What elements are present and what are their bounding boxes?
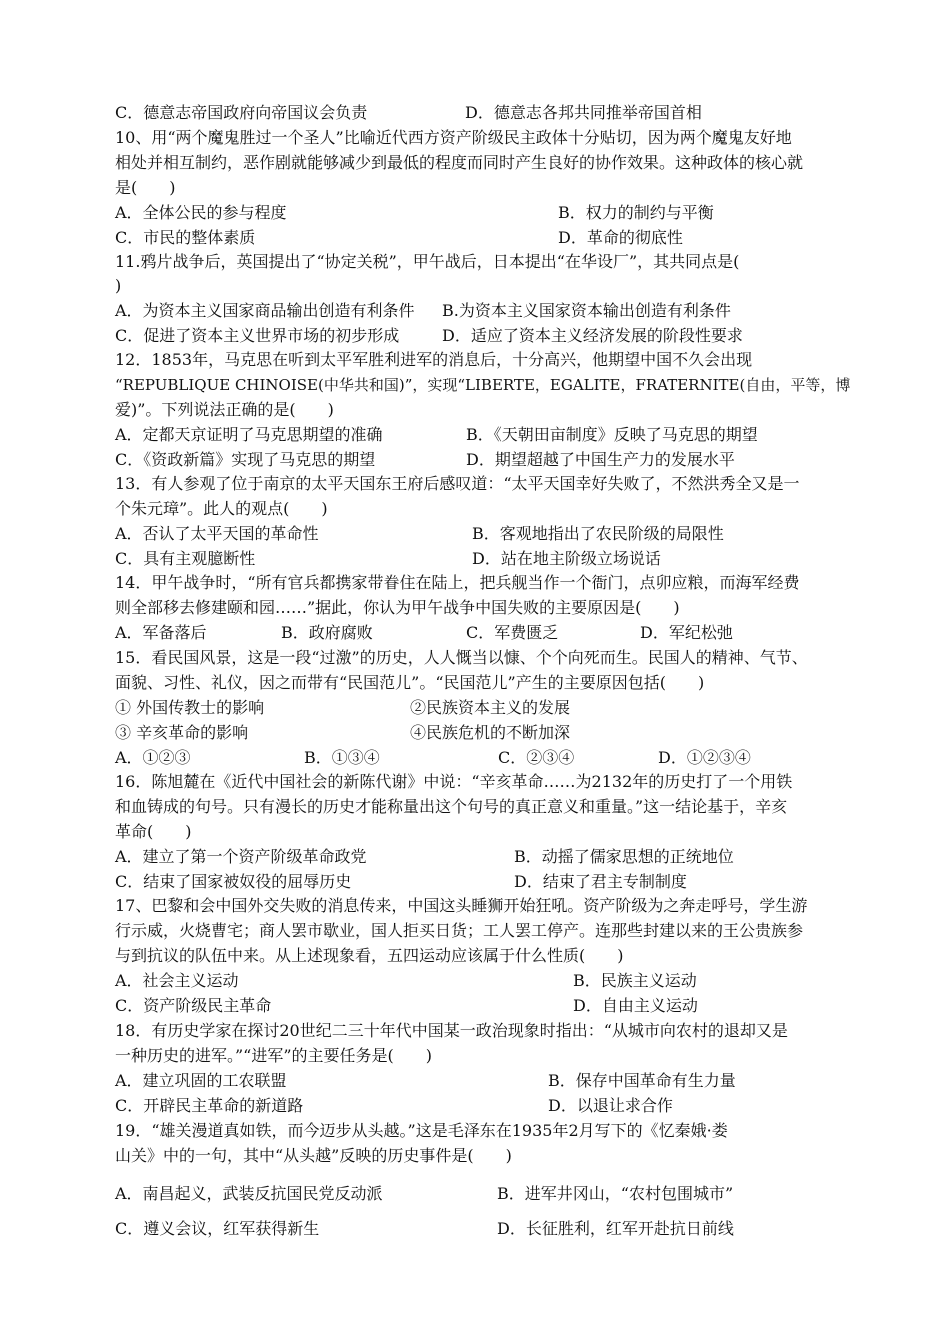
q15-option-a: A．①②③: [115, 748, 191, 767]
q19-stem-line2: 山关》中的一句，其中“从头越”反映的历史事件是( ): [115, 1146, 512, 1165]
q16-stem-line3: 革命( ): [115, 822, 192, 841]
q18-stem-line1: 18．有历史学家在探讨20世纪二三十年代中国某一政治现象时指出：“从城市向农村的退却又是: [115, 1021, 788, 1040]
q11-option-d: D．适应了资本主义经济发展的阶段性要求: [442, 326, 743, 345]
q16-option-b: B．动摇了儒家思想的正统地位: [514, 847, 734, 866]
q15-item-2: ②民族资本主义的发展: [410, 698, 571, 717]
q12-option-d: D．期望超越了中国生产力的发展水平: [466, 450, 735, 469]
q16-stem-line2: 和血铸成的句号。只有漫长的历史才能称量出这个句号的真正意义和重量。”这一结论基于，辛亥: [115, 797, 788, 816]
q11-stem-line2: ): [115, 276, 122, 295]
q18-option-a: A．建立巩固的工农联盟: [115, 1071, 287, 1090]
q16-option-a: A．建立了第一个资产阶级革命政党: [115, 847, 367, 866]
q9-option-c: C．德意志帝国政府向帝国议会负责: [115, 103, 368, 122]
q12-option-b: B．《天朝田亩制度》反映了马克思的期望: [466, 425, 758, 444]
q16-stem-line1: 16．陈旭麓在《近代中国社会的新陈代谢》中说：“辛亥革命……为2132年的历史打了一个用铁: [115, 772, 793, 791]
q10-option-a: A．全体公民的参与程度: [115, 203, 287, 222]
q17-option-a: A．社会主义运动: [115, 971, 239, 990]
q15-item-3: ③ 辛亥革命的影响: [115, 723, 249, 742]
q14-option-d: D．军纪松弛: [640, 623, 733, 642]
q17-option-b: B．民族主义运动: [573, 971, 697, 990]
q12-stem-line1: 12．1853年，马克思在听到太平军胜利进军的消息后，十分高兴，他期望中国不久会出现: [115, 350, 753, 369]
q18-option-d: D．以退让求合作: [548, 1096, 673, 1115]
q16-option-d: D．结束了君主专制制度: [514, 872, 687, 891]
q18-stem-line2: 一种历史的进军。”“进军”的主要任务是( ): [115, 1046, 433, 1065]
q13-stem-line1: 13．有人参观了位于南京的太平天国东王府后感叹道：“太平天国幸好失败了，不然洪秀全又是一: [115, 474, 800, 493]
q10-option-d: D．革命的彻底性: [558, 228, 683, 247]
q13-option-b: B．客观地指出了农民阶级的局限性: [472, 524, 724, 543]
q18-option-c: C．开辟民主革命的新道路: [115, 1096, 304, 1115]
q19-option-a: A．南昌起义，武装反抗国民党反动派: [115, 1184, 383, 1203]
q15-stem-line1: 15．看民国风景，这是一段“过激”的历史，人人慨当以慷、个个向死而生。民国人的精神、气节、: [115, 648, 808, 667]
q14-stem-line2: 则全部移去修建颐和园……”据此，你认为甲午战争中国失败的主要原因是( ): [115, 598, 680, 617]
q18-option-b: B．保存中国革命有生力量: [548, 1071, 736, 1090]
q15-option-d: D．①②③④: [658, 748, 751, 767]
q15-stem-line2: 面貌、习性、礼仪，因之而带有“民国范儿”。“民国范儿”产生的主要原因包括( ): [115, 673, 705, 692]
q11-option-b: B.为资本主义国家资本输出创造有利条件: [442, 301, 731, 320]
q10-stem-line2: 相处并相互制约，恶作剧就能够减少到最低的程度而同时产生良好的协作效果。这种政体的核心就: [115, 153, 804, 172]
q12-stem-line3: 爱)”。下列说法正确的是( ): [115, 400, 334, 419]
q12-option-a: A．定都天京证明了马克思期望的准确: [115, 425, 383, 444]
q19-stem-line1: 19．“雄关漫道真如铁，而今迈步从头越。”这是毛泽东在1935年2月写下的《忆秦娥·娄: [115, 1121, 728, 1140]
q19-option-c: C．遵义会议，红军获得新生: [115, 1219, 320, 1238]
q10-option-c: C．市民的整体素质: [115, 228, 256, 247]
q11-stem-line1: 11.鸦片战争后，英国提出了“协定关税”，甲午战后，日本提出“在华设厂”，其共同点是(: [115, 252, 740, 271]
q19-option-b: B．进军井冈山，“农村包围城市”: [497, 1184, 734, 1203]
q15-option-c: C．②③④: [498, 748, 575, 767]
q15-item-4: ④民族危机的不断加深: [410, 723, 571, 742]
q16-option-c: C．结束了国家被奴役的屈辱历史: [115, 872, 352, 891]
q12-stem-line2: “REPUBLIQUE CHINOISE(中华共和国)”，实现“LIBERTE，EGALITE，FRATERNITE(自由，平等，博: [115, 376, 851, 394]
q17-option-c: C．资产阶级民主革命: [115, 996, 272, 1015]
q13-option-a: A．否认了太平天国的革命性: [115, 524, 319, 543]
q10-option-b: B．权力的制约与平衡: [558, 203, 714, 222]
q19-option-d: D．长征胜利，红军开赴抗日前线: [497, 1219, 734, 1238]
q15-item-1: ① 外国传教士的影响: [115, 698, 265, 717]
q14-option-b: B．政府腐败: [281, 623, 373, 642]
q13-stem-line2: 个朱元璋”。此人的观点( ): [115, 499, 328, 518]
q11-option-c: C．促进了资本主义世界市场的初步形成: [115, 326, 400, 345]
q17-stem-line1: 17、巴黎和会中国外交失败的消息传来，中国这头睡狮开始狂吼。资产阶级为之奔走呼号，学生游: [115, 896, 808, 915]
q10-stem-line1: 10、用“两个魔鬼胜过一个圣人”比喻近代西方资产阶级民主政体十分贴切，因为两个魔鬼友好地: [115, 128, 792, 147]
q17-stem-line2: 行示威，火烧曹宅；商人罢市歇业，国人拒买日货；工人罢工停产。连那些封建以来的王公贵族参: [115, 921, 804, 940]
q14-option-c: C．军费匮乏: [466, 623, 559, 642]
q10-stem-line3: 是( ): [115, 178, 176, 197]
q13-option-c: C．具有主观臆断性: [115, 549, 256, 568]
q9-option-d: D．德意志各邦共同推举帝国首相: [465, 103, 702, 122]
q14-stem-line1: 14．甲午战争时，“所有官兵都携家带眷住在陆上，把兵舰当作一个衙门，点卯应粮，而海军经费: [115, 573, 800, 592]
q12-option-c: C．《资政新篇》实现了马克思的期望: [115, 450, 376, 469]
q15-option-b: B．①③④: [304, 748, 380, 767]
q17-stem-line3: 与到抗议的队伍中来。从上述现象看，五四运动应该属于什么性质( ): [115, 946, 624, 965]
q17-option-d: D．自由主义运动: [573, 996, 698, 1015]
q13-option-d: D．站在地主阶级立场说话: [472, 549, 661, 568]
q11-option-a: A．为资本主义国家商品输出创造有利条件: [115, 301, 415, 320]
q14-option-a: A．军备落后: [115, 623, 207, 642]
